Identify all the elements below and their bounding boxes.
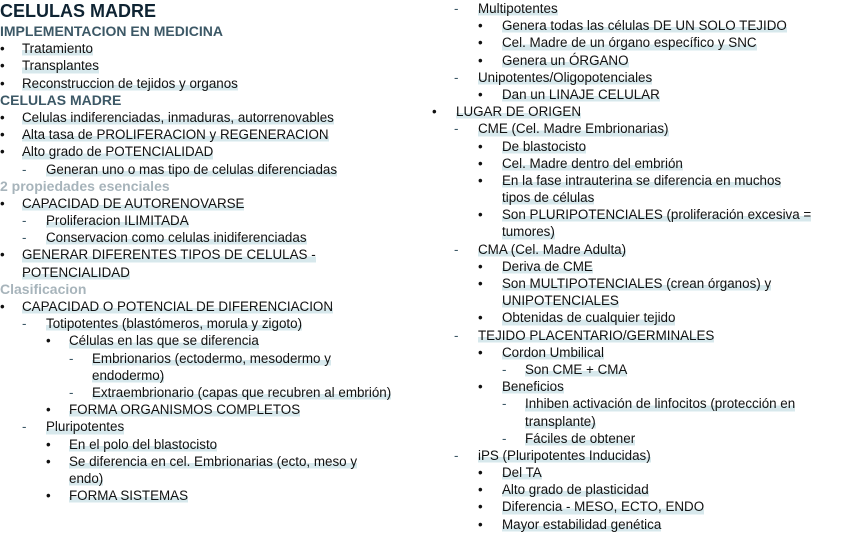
list-item bbox=[432, 430, 846, 447]
list-item-text: Tratamiento bbox=[22, 41, 93, 57]
bullet-icon: • bbox=[478, 155, 483, 171]
bullet-icon: • bbox=[478, 516, 483, 532]
dash-bullet-icon: - bbox=[454, 1, 459, 16]
list-item-text: POTENCIALIDAD bbox=[22, 264, 130, 280]
list-item-text: tumores) bbox=[502, 224, 555, 240]
dash-bullet-icon: - bbox=[69, 350, 74, 366]
list-item-text: Cordon Umbilical bbox=[502, 344, 604, 360]
dash-bullet-icon: - bbox=[22, 161, 27, 177]
list-item-text: Fáciles de obtener bbox=[525, 430, 636, 446]
list-item-text: Son MULTIPOTENCIALES (crean órganos) y bbox=[502, 276, 772, 291]
list-item-text: CME (Cel. Madre Embrionarias) bbox=[478, 121, 669, 137]
list-item bbox=[432, 498, 846, 515]
list-item-text: iPS (Pluripotentes Inducidas) bbox=[478, 447, 651, 463]
bullet-icon: • bbox=[478, 379, 483, 395]
list-item-text: Multipotentes bbox=[478, 1, 558, 16]
section-subheading bbox=[0, 178, 424, 195]
bullet-icon: • bbox=[478, 310, 483, 326]
right-notes-list bbox=[432, 0, 846, 533]
list-item-text: Dan un LINAJE CELULAR bbox=[502, 86, 660, 102]
list-item bbox=[432, 395, 846, 412]
left-notes-list bbox=[0, 23, 424, 504]
dash-bullet-icon: - bbox=[502, 361, 507, 377]
list-item bbox=[0, 487, 424, 504]
list-item bbox=[432, 327, 846, 344]
list-item-text: Inhiben activación de linfocitos (protección en bbox=[525, 396, 796, 412]
bullet-icon: • bbox=[478, 258, 483, 274]
list-item bbox=[432, 52, 846, 69]
list-item bbox=[0, 246, 424, 263]
list-item-text: Diferencia - MESO, ECTO, ENDO bbox=[502, 499, 705, 515]
dash-bullet-icon: - bbox=[502, 430, 507, 446]
list-item-text: En la fase intrauterina se diferencia en muchos bbox=[502, 172, 782, 188]
bullet-icon: • bbox=[478, 207, 483, 223]
heading-text: 2 propiedades esenciales bbox=[0, 177, 170, 194]
list-item-text: Pluripotentes bbox=[46, 419, 125, 435]
list-item-text: endo) bbox=[69, 470, 104, 486]
bullet-icon: • bbox=[0, 144, 5, 160]
list-item-continuation bbox=[432, 189, 846, 206]
list-item-text: Alta tasa de PROLIFERACION y REGENERACION bbox=[22, 127, 329, 143]
dash-bullet-icon: - bbox=[22, 316, 27, 332]
dash-bullet-icon: - bbox=[454, 69, 459, 85]
list-item bbox=[432, 516, 846, 533]
list-item bbox=[432, 69, 846, 86]
list-item bbox=[0, 126, 424, 143]
list-item-text: Cel. Madre de un órgano específico y SNC bbox=[502, 35, 757, 51]
dash-bullet-icon: - bbox=[502, 396, 507, 412]
list-item bbox=[432, 155, 846, 172]
bullet-icon: • bbox=[0, 58, 5, 74]
dash-bullet-icon: - bbox=[454, 121, 459, 137]
bullet-icon: • bbox=[478, 276, 483, 291]
bullet-icon: • bbox=[46, 333, 51, 349]
list-item bbox=[432, 309, 846, 326]
list-item-text: LUGAR DE ORIGEN bbox=[456, 104, 582, 120]
list-item bbox=[432, 120, 846, 137]
bullet-icon: • bbox=[478, 465, 483, 481]
bullet-icon: • bbox=[0, 299, 5, 314]
list-item bbox=[0, 332, 424, 349]
section-subheading bbox=[0, 281, 424, 298]
list-item-text: CMA (Cel. Madre Adulta) bbox=[478, 241, 627, 257]
list-item bbox=[432, 344, 846, 361]
bullet-icon: • bbox=[46, 402, 51, 418]
list-item-text: Alto grado de POTENCIALIDAD bbox=[22, 144, 214, 160]
bullet-icon: • bbox=[478, 52, 483, 68]
list-item bbox=[0, 315, 424, 332]
list-item bbox=[0, 401, 424, 418]
list-item bbox=[0, 195, 424, 212]
list-item-text: UNIPOTENCIALES bbox=[502, 293, 619, 309]
bullet-icon: • bbox=[478, 35, 483, 51]
list-item-text: Deriva de CME bbox=[502, 258, 593, 274]
list-item-text: Son PLURIPOTENCIALES (proliferación excesiva = bbox=[502, 207, 812, 223]
heading-text: Clasificacion bbox=[0, 280, 87, 297]
bullet-icon: • bbox=[0, 195, 5, 211]
list-item-text: Proliferacion ILIMITADA bbox=[46, 213, 189, 229]
list-item bbox=[0, 109, 424, 126]
list-item-text: Reconstruccion de tejidos y organos bbox=[22, 75, 238, 91]
list-item-text: Cel. Madre dentro del embrión bbox=[502, 155, 683, 171]
list-item-text: Alto grado de plasticidad bbox=[502, 482, 649, 498]
list-item bbox=[0, 298, 424, 315]
left-column bbox=[0, 0, 424, 504]
list-item-text: Del TA bbox=[502, 465, 542, 481]
bullet-icon: • bbox=[46, 488, 51, 504]
list-item-continuation bbox=[432, 292, 846, 309]
list-item bbox=[432, 481, 846, 498]
list-item-text: FORMA SISTEMAS bbox=[69, 488, 189, 504]
list-item-continuation bbox=[0, 470, 424, 487]
bullet-icon: • bbox=[478, 172, 483, 188]
list-item-text: Células en las que se diferencia bbox=[69, 333, 259, 349]
list-item bbox=[432, 447, 846, 464]
list-item-text: Conservacion como celulas inidiferenciadas bbox=[46, 230, 307, 246]
list-item-text: Obtenidas de cualquier tejido bbox=[502, 310, 676, 326]
list-item-text: En el polo del blastocisto bbox=[69, 436, 218, 452]
bullet-icon: • bbox=[46, 436, 51, 452]
list-item-text: CAPACIDAD O POTENCIAL DE DIFERENCIACION bbox=[22, 299, 334, 314]
list-item bbox=[0, 418, 424, 435]
list-item-text: Celulas indiferenciadas, inmaduras, autorrenovables bbox=[22, 109, 334, 125]
list-item bbox=[0, 75, 424, 92]
dash-bullet-icon: - bbox=[22, 230, 27, 246]
list-item-text: endodermo) bbox=[92, 367, 165, 383]
list-item-text: Totipotentes (blastómeros, morula y zigoto) bbox=[46, 316, 303, 332]
list-item bbox=[432, 206, 846, 223]
bullet-icon: • bbox=[478, 18, 483, 34]
dash-bullet-icon: - bbox=[22, 213, 27, 229]
dash-bullet-icon: - bbox=[69, 384, 74, 400]
list-item bbox=[432, 258, 846, 275]
list-item-text: CAPACIDAD DE AUTORENOVARSE bbox=[22, 195, 245, 211]
list-item bbox=[0, 350, 424, 367]
dash-bullet-icon: - bbox=[22, 419, 27, 435]
list-item-text: GENERAR DIFERENTES TIPOS DE CELULAS - bbox=[22, 247, 316, 263]
list-item-continuation bbox=[0, 367, 424, 384]
list-item bbox=[0, 436, 424, 453]
list-item-text: De blastocisto bbox=[502, 138, 587, 154]
list-item-text: Transplantes bbox=[22, 58, 99, 74]
list-item bbox=[0, 40, 424, 57]
bullet-icon: • bbox=[46, 453, 51, 469]
dash-bullet-icon: - bbox=[454, 447, 459, 463]
bullet-icon: • bbox=[432, 104, 437, 120]
list-item-text: Embrionarios (ectodermo, mesodermo y bbox=[92, 350, 331, 366]
list-item-text: Beneficios bbox=[502, 379, 564, 395]
list-item-text: FORMA ORGANISMOS COMPLETOS bbox=[69, 402, 301, 418]
list-item-text: Son CME + CMA bbox=[525, 361, 628, 377]
list-item bbox=[432, 275, 846, 292]
list-item-continuation bbox=[0, 264, 424, 281]
list-item bbox=[432, 0, 846, 17]
list-item-text: Se diferencia en cel. Embrionarias (ecto, meso y bbox=[69, 453, 358, 469]
bullet-icon: • bbox=[0, 109, 5, 125]
list-item bbox=[0, 453, 424, 470]
list-item bbox=[432, 172, 846, 189]
list-item bbox=[432, 17, 846, 34]
list-item-text: Unipotentes/Oligopotenciales bbox=[478, 69, 653, 85]
section-heading bbox=[0, 92, 424, 109]
bullet-icon: • bbox=[0, 75, 5, 91]
bullet-icon: • bbox=[0, 127, 5, 143]
bullet-icon: • bbox=[478, 499, 483, 515]
section-heading bbox=[0, 23, 424, 40]
list-item bbox=[432, 103, 846, 120]
list-item bbox=[0, 57, 424, 74]
list-item bbox=[0, 229, 424, 246]
list-item-text: Mayor estabilidad genética bbox=[502, 516, 662, 532]
list-item-text: Genera un ÓRGANO bbox=[502, 52, 629, 68]
heading-text: IMPLEMENTACION EN MEDICINA bbox=[0, 23, 223, 39]
list-item bbox=[432, 361, 846, 378]
list-item-text: TEJIDO PLACENTARIO/GERMINALES bbox=[478, 327, 715, 343]
list-item bbox=[0, 143, 424, 160]
list-item-text: Extraembrionario (capas que recubren al embrión) bbox=[92, 384, 392, 400]
dash-bullet-icon: - bbox=[454, 241, 459, 257]
list-item-continuation bbox=[432, 223, 846, 240]
bullet-icon: • bbox=[478, 138, 483, 154]
right-column bbox=[432, 0, 846, 533]
list-item bbox=[0, 161, 424, 178]
bullet-icon: • bbox=[0, 247, 5, 263]
heading-text: CELULAS MADRE bbox=[0, 91, 122, 108]
page-title: CELULAS MADRE bbox=[0, 1, 156, 21]
list-item bbox=[432, 138, 846, 155]
list-item bbox=[0, 384, 424, 401]
list-item bbox=[0, 212, 424, 229]
list-item-text: transplante) bbox=[525, 413, 596, 429]
list-item-continuation bbox=[432, 413, 846, 430]
list-item bbox=[432, 464, 846, 481]
bullet-icon: • bbox=[478, 86, 483, 102]
list-item bbox=[432, 378, 846, 395]
bullet-icon: • bbox=[0, 41, 5, 57]
list-item bbox=[432, 86, 846, 103]
list-item-text: Generan uno o mas tipo de celulas diferenciadas bbox=[46, 161, 338, 177]
list-item bbox=[432, 34, 846, 51]
list-item-text: Genera todas las células DE UN SOLO TEJIDO bbox=[502, 18, 787, 34]
list-item bbox=[432, 241, 846, 258]
bullet-icon: • bbox=[478, 482, 483, 498]
dash-bullet-icon: - bbox=[454, 327, 459, 343]
bullet-icon: • bbox=[478, 344, 483, 360]
list-item-text: tipos de células bbox=[502, 190, 595, 206]
